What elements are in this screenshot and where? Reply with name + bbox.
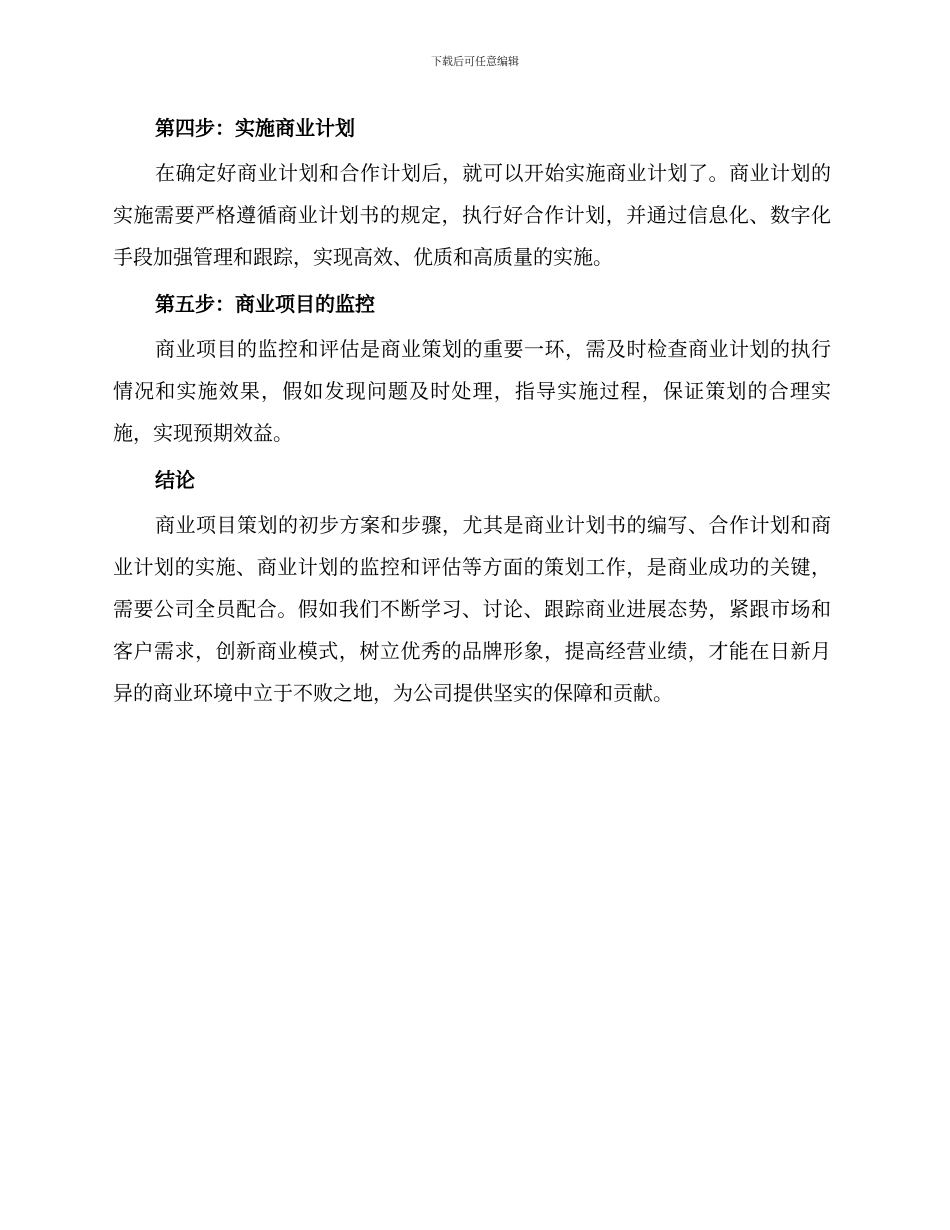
section-heading-step-4: 第四步：实施商业计划 <box>155 116 355 140</box>
section-paragraph-step-4: 在确定好商业计划和合作计划后，就可以开始实施商业计划了。商业计划的实施需要严格遵循商业计划书的规定，执行好合作计划，并通过信息化、数字化手段加强管理和跟踪，实现高效、优质和高质量的实施。 <box>113 161 831 269</box>
section-heading-step-5: 第五步：商业项目的监控 <box>155 292 375 316</box>
section-paragraph-conclusion: 商业项目策划的初步方案和步骤，尤其是商业计划书的编写、合作计划和商业计划的实施、商业计划的监控和评估等方面的策划工作，是商业成功的关键，需要公司全员配合。假如我们不断学习、讨论、跟踪商业进展态势，紧跟市场和客户需求，创新商业模式，树立优秀的品牌形象，提高经营业绩，才能在日新月异的商业环境中立于不败之地，为公司提供坚实的保障和贡献。 <box>113 513 831 705</box>
section-heading-conclusion: 结论 <box>155 468 195 492</box>
section-paragraph-step-5: 商业项目的监控和评估是商业策划的重要一环，需及时检查商业计划的执行情况和实施效果，假如发现问题及时处理，指导实施过程，保证策划的合理实施，实现预期效益。 <box>113 337 831 445</box>
document-body <box>113 108 831 720</box>
page-header: 下载后可任意编辑 <box>431 55 519 68</box>
